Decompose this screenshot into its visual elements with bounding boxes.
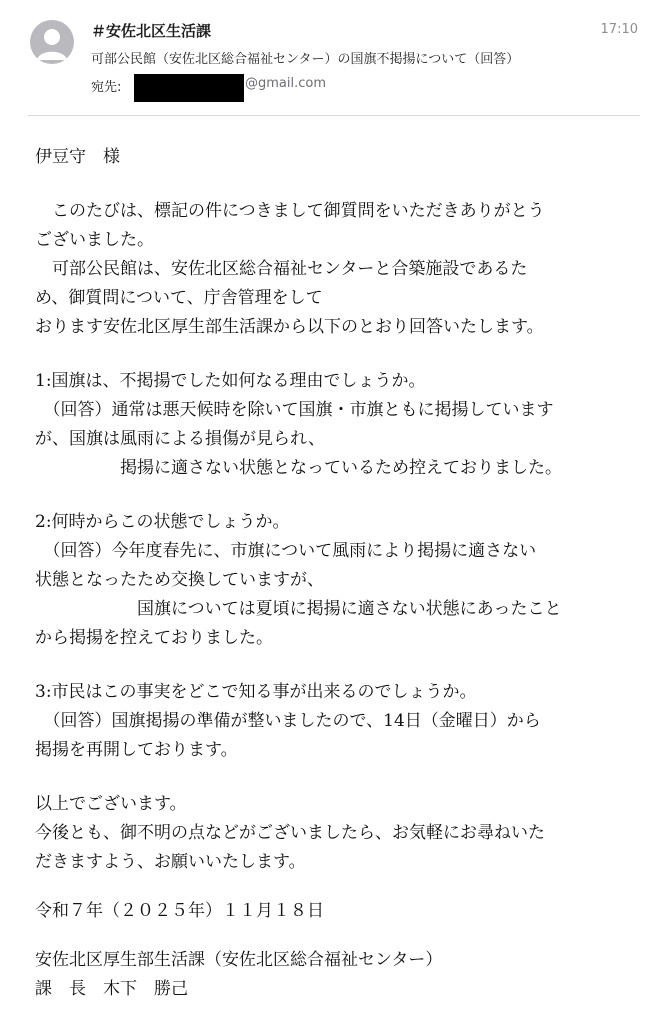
question-2-line: 国旗については夏頃に掲揚に適さない状態にあったこと [35, 599, 562, 619]
signature-block [35, 946, 650, 1004]
question-1-line: （回答）通常は悪天候時を除いて国旗・市旗ともに掲揚しています [35, 400, 554, 420]
question-1-line: 1:国旗は、不掲揚でした如何なる理由でしょうか。 [35, 371, 426, 391]
closing-line: 以上でございます。 [35, 794, 187, 814]
question-2-line: から掲揚を控えておりました。 [35, 628, 273, 648]
question-3-line: 3:市民はこの事実をどこで知る事が出来るのでしょうか。 [35, 682, 477, 702]
intro-paragraph [35, 197, 650, 342]
header-divider [28, 115, 640, 116]
salutation: 伊豆守 様 [35, 147, 120, 167]
recipient-label: 宛先: [91, 80, 122, 95]
signature-department: 安佐北区厚生部生活課（安佐北区総合福祉センター） [35, 950, 443, 970]
closing-line: だきますよう、お願いいたします。 [35, 852, 306, 872]
question-1-line: 掲揚に適さない状態となっているため控えておりました。 [35, 458, 562, 478]
intro-line: ございました。 [35, 230, 154, 250]
signature-name: 課 長 木下 勝己 [35, 979, 188, 999]
intro-line: め、御質問について、庁舎管理をして [35, 288, 323, 308]
closing-line: 今後とも、御不明の点などがございましたら、お気軽にお尋ねいた [35, 823, 545, 843]
question-3-line: 掲揚を再開しております。 [35, 740, 238, 760]
message-subject: 可部公民館（安佐北区総合福祉センター）の国旗不掲揚について（回答） [91, 52, 520, 67]
recipient-domain[interactable]: @gmail.com [245, 76, 327, 91]
question-2-line: 状態となったため交換していますが、 [35, 570, 324, 590]
question-1-block [35, 367, 650, 483]
intro-line: おります安佐北区厚生部生活課から以下のとおり回答いたします。 [35, 317, 544, 337]
mail-header [0, 0, 662, 116]
letter-date: 令和７年（２０２５年）１１月１８日 [35, 901, 324, 921]
question-2-line: 2:何時からこの状態でしょうか。 [35, 512, 290, 532]
redacted-recipient [134, 74, 244, 102]
question-2-line: （回答）今年度春先に、市旗について風雨により掲揚に適さない [35, 541, 537, 561]
intro-line: 可部公民館は、安佐北区総合福祉センターと合築施設であるた [35, 259, 528, 279]
question-2-block [35, 508, 650, 653]
closing-paragraph [35, 790, 650, 877]
message-time: 17:10 [600, 22, 638, 37]
question-3-line: （回答）国旗掲揚の準備が整いましたので、14日（金曜日）から [35, 711, 541, 731]
question-1-line: が、国旗は風雨による損傷が見られ、 [35, 429, 326, 449]
question-3-block [35, 678, 650, 765]
person-avatar-icon[interactable] [30, 20, 74, 64]
intro-line: このたびは、標記の件につきまして御質問をいただきありがとう [35, 201, 545, 221]
message-body [35, 143, 650, 1004]
sender-name[interactable]: ＃安佐北区生活課 [91, 22, 212, 40]
